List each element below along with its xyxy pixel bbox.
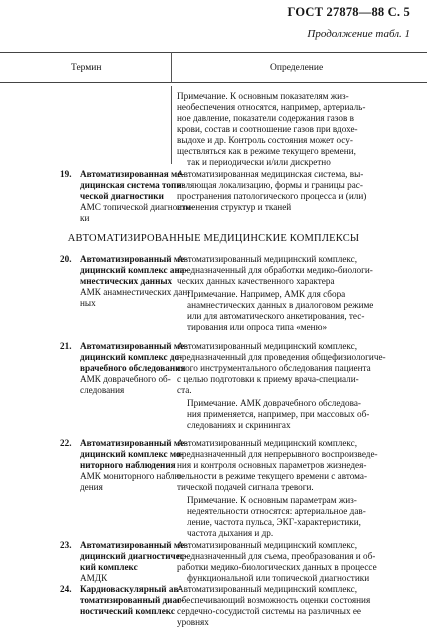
note-line: выдохе и др. Контроль состояния может осу- <box>177 135 353 145</box>
definition-line: предназначенный для проведения общефизиологиче- <box>177 352 386 362</box>
note-line: недеятельности относятся: артериальное дав- <box>187 506 366 516</box>
column-header-term: Термин <box>71 63 102 73</box>
term-abbreviation: дения <box>80 482 103 492</box>
definition-line: ста. <box>177 385 192 395</box>
note-line: ление, частота пульса, ЭКГ-характеристики, <box>187 517 361 527</box>
note-line: тирования или опроса типа «меню» <box>187 322 328 332</box>
note-line: или для автоматического анкетирования, тес- <box>187 311 365 321</box>
entry-number: 19. <box>60 169 72 179</box>
standard-header: ГОСТ 27878—88 С. 5 <box>287 5 410 19</box>
note-line: Примечание. АМК доврачебного обследова- <box>187 398 361 408</box>
definition-line: являющая локализацию, формы и границы рас- <box>177 180 363 190</box>
term-abbreviation: АМС топической диагности- <box>80 202 194 212</box>
definition-line: Автоматизированный медицинский комплекс, <box>177 584 358 594</box>
definition-line: пространения патологического процесса и (или) <box>177 191 367 201</box>
note-line: ществляться как в режиме текущего времени, <box>177 146 356 156</box>
table-header-rule <box>0 82 427 83</box>
entry-number: 20. <box>60 254 72 264</box>
term-line: ческой диагностики <box>80 191 164 201</box>
term-line: дицинский комплекс мо- <box>80 449 184 459</box>
definition-line: предназначенный для обработки медико-биологи- <box>177 265 373 275</box>
note-line: крови, состав и соотношение газов при вдохе- <box>177 124 358 134</box>
definition-line: ческих данных качественного характера <box>177 276 335 286</box>
header-column-divider <box>171 52 172 83</box>
term-abbreviation: следования <box>80 385 125 395</box>
definition-line: сердечно-сосудистой системы на различных ее <box>177 606 361 616</box>
definition-line: предназначенный для съема, преобразования и об- <box>177 551 376 561</box>
note-line: анамнестических данных в диалоговом режиме <box>187 300 374 310</box>
definition-line: уровнях <box>177 617 209 627</box>
term-line: ностический комплекс <box>80 606 175 616</box>
definition-line: Автоматизированная медицинская система, вы- <box>177 169 364 179</box>
term-line: ниторного наблюдения <box>80 460 176 470</box>
column-header-definition: Определение <box>270 63 324 73</box>
entry-number: 24. <box>60 584 72 594</box>
table-continuation-label: Продолжение табл. 1 <box>307 28 410 40</box>
definition-line: ского инструментального обследования пациента <box>177 363 371 373</box>
definition-line: обеспечивающий возможность оценки состояния <box>177 595 371 605</box>
term-line: мнестических данных <box>80 276 173 286</box>
section-title: АВТОМАТИЗИРОВАННЫЕ МЕДИЦИНСКИЕ КОМПЛЕКСЫ <box>67 233 360 244</box>
term-abbreviation: ки <box>80 213 90 223</box>
definition-line: предназначенный для непрерывного воспроизведе- <box>177 449 378 459</box>
note-line: Примечание. К основным параметрам жиз- <box>187 495 357 505</box>
term-abbreviation: ных <box>80 298 96 308</box>
term-abbreviation: АМК мониторного наблю- <box>80 471 185 481</box>
definition-line: Автоматизированный медицинский комплекс, <box>177 540 358 550</box>
term-line: дицинский диагностичес- <box>80 551 188 561</box>
entry-number: 22. <box>60 438 72 448</box>
column-divider-upper <box>171 86 172 164</box>
term-line: дицинский комплекс ана- <box>80 265 188 275</box>
term-abbreviation: АМДК <box>80 573 108 583</box>
definition-line: тической подачей сигнала тревоги. <box>177 482 314 492</box>
term-line: дицинский комплекс до- <box>80 352 183 362</box>
term-line: Автоматизированный ме- <box>80 438 188 448</box>
definition-line: Автоматизированный медицинский комплекс, <box>177 254 358 264</box>
term-line: Автоматизированный ме- <box>80 341 188 351</box>
term-line: томатизированный диаг- <box>80 595 185 605</box>
note-line: ное давление, показатели содержания газов в <box>177 113 354 123</box>
note-line: Примечание. К основным показателям жиз- <box>177 91 349 101</box>
term-line: Автоматизированный ме- <box>80 540 188 550</box>
definition-line: изменения структур и тканей <box>177 202 292 212</box>
entry-number: 23. <box>60 540 72 550</box>
note-line: Примечание. Например, АМК для сбора <box>187 289 346 299</box>
term-line: Автоматизированный ме- <box>80 254 188 264</box>
entry-number: 21. <box>60 341 72 351</box>
note-line: так и периодически и/или дискретно <box>187 157 331 167</box>
definition-line: Автоматизированный медицинский комплекс, <box>177 438 358 448</box>
definition-line: Автоматизированный медицинский комплекс, <box>177 341 358 351</box>
note-line: частота дыхания и др. <box>187 528 274 538</box>
term-line: кий комплекс <box>80 562 138 572</box>
term-line: Автоматизированная ме- <box>80 169 185 179</box>
term-abbreviation: АМК доврачебного об- <box>80 374 171 384</box>
definition-line: функциональной или топической диагностики <box>187 573 370 583</box>
term-line: врачебного обследования <box>80 363 186 373</box>
term-line: Кардиоваскулярный ав- <box>80 584 182 594</box>
note-line: следованиях и скринингах <box>187 420 291 430</box>
table-top-rule <box>0 52 427 53</box>
definition-line: с целью подготовки к приему врача-специали- <box>177 374 359 384</box>
definition-line: ния и контроля основных параметров жизнедея- <box>177 460 367 470</box>
note-line: ния применяется, например, при массовых об- <box>187 409 370 419</box>
term-line: дицинская система топи- <box>80 180 185 190</box>
definition-line: работки медико-биологических данных в процессе <box>177 562 377 572</box>
term-abbreviation: АМК анамнестических дан- <box>80 287 191 297</box>
definition-line: тельности в режиме текущего времени с автома- <box>177 471 368 481</box>
note-line: необеспечения относятся, например, артериаль- <box>177 102 366 112</box>
